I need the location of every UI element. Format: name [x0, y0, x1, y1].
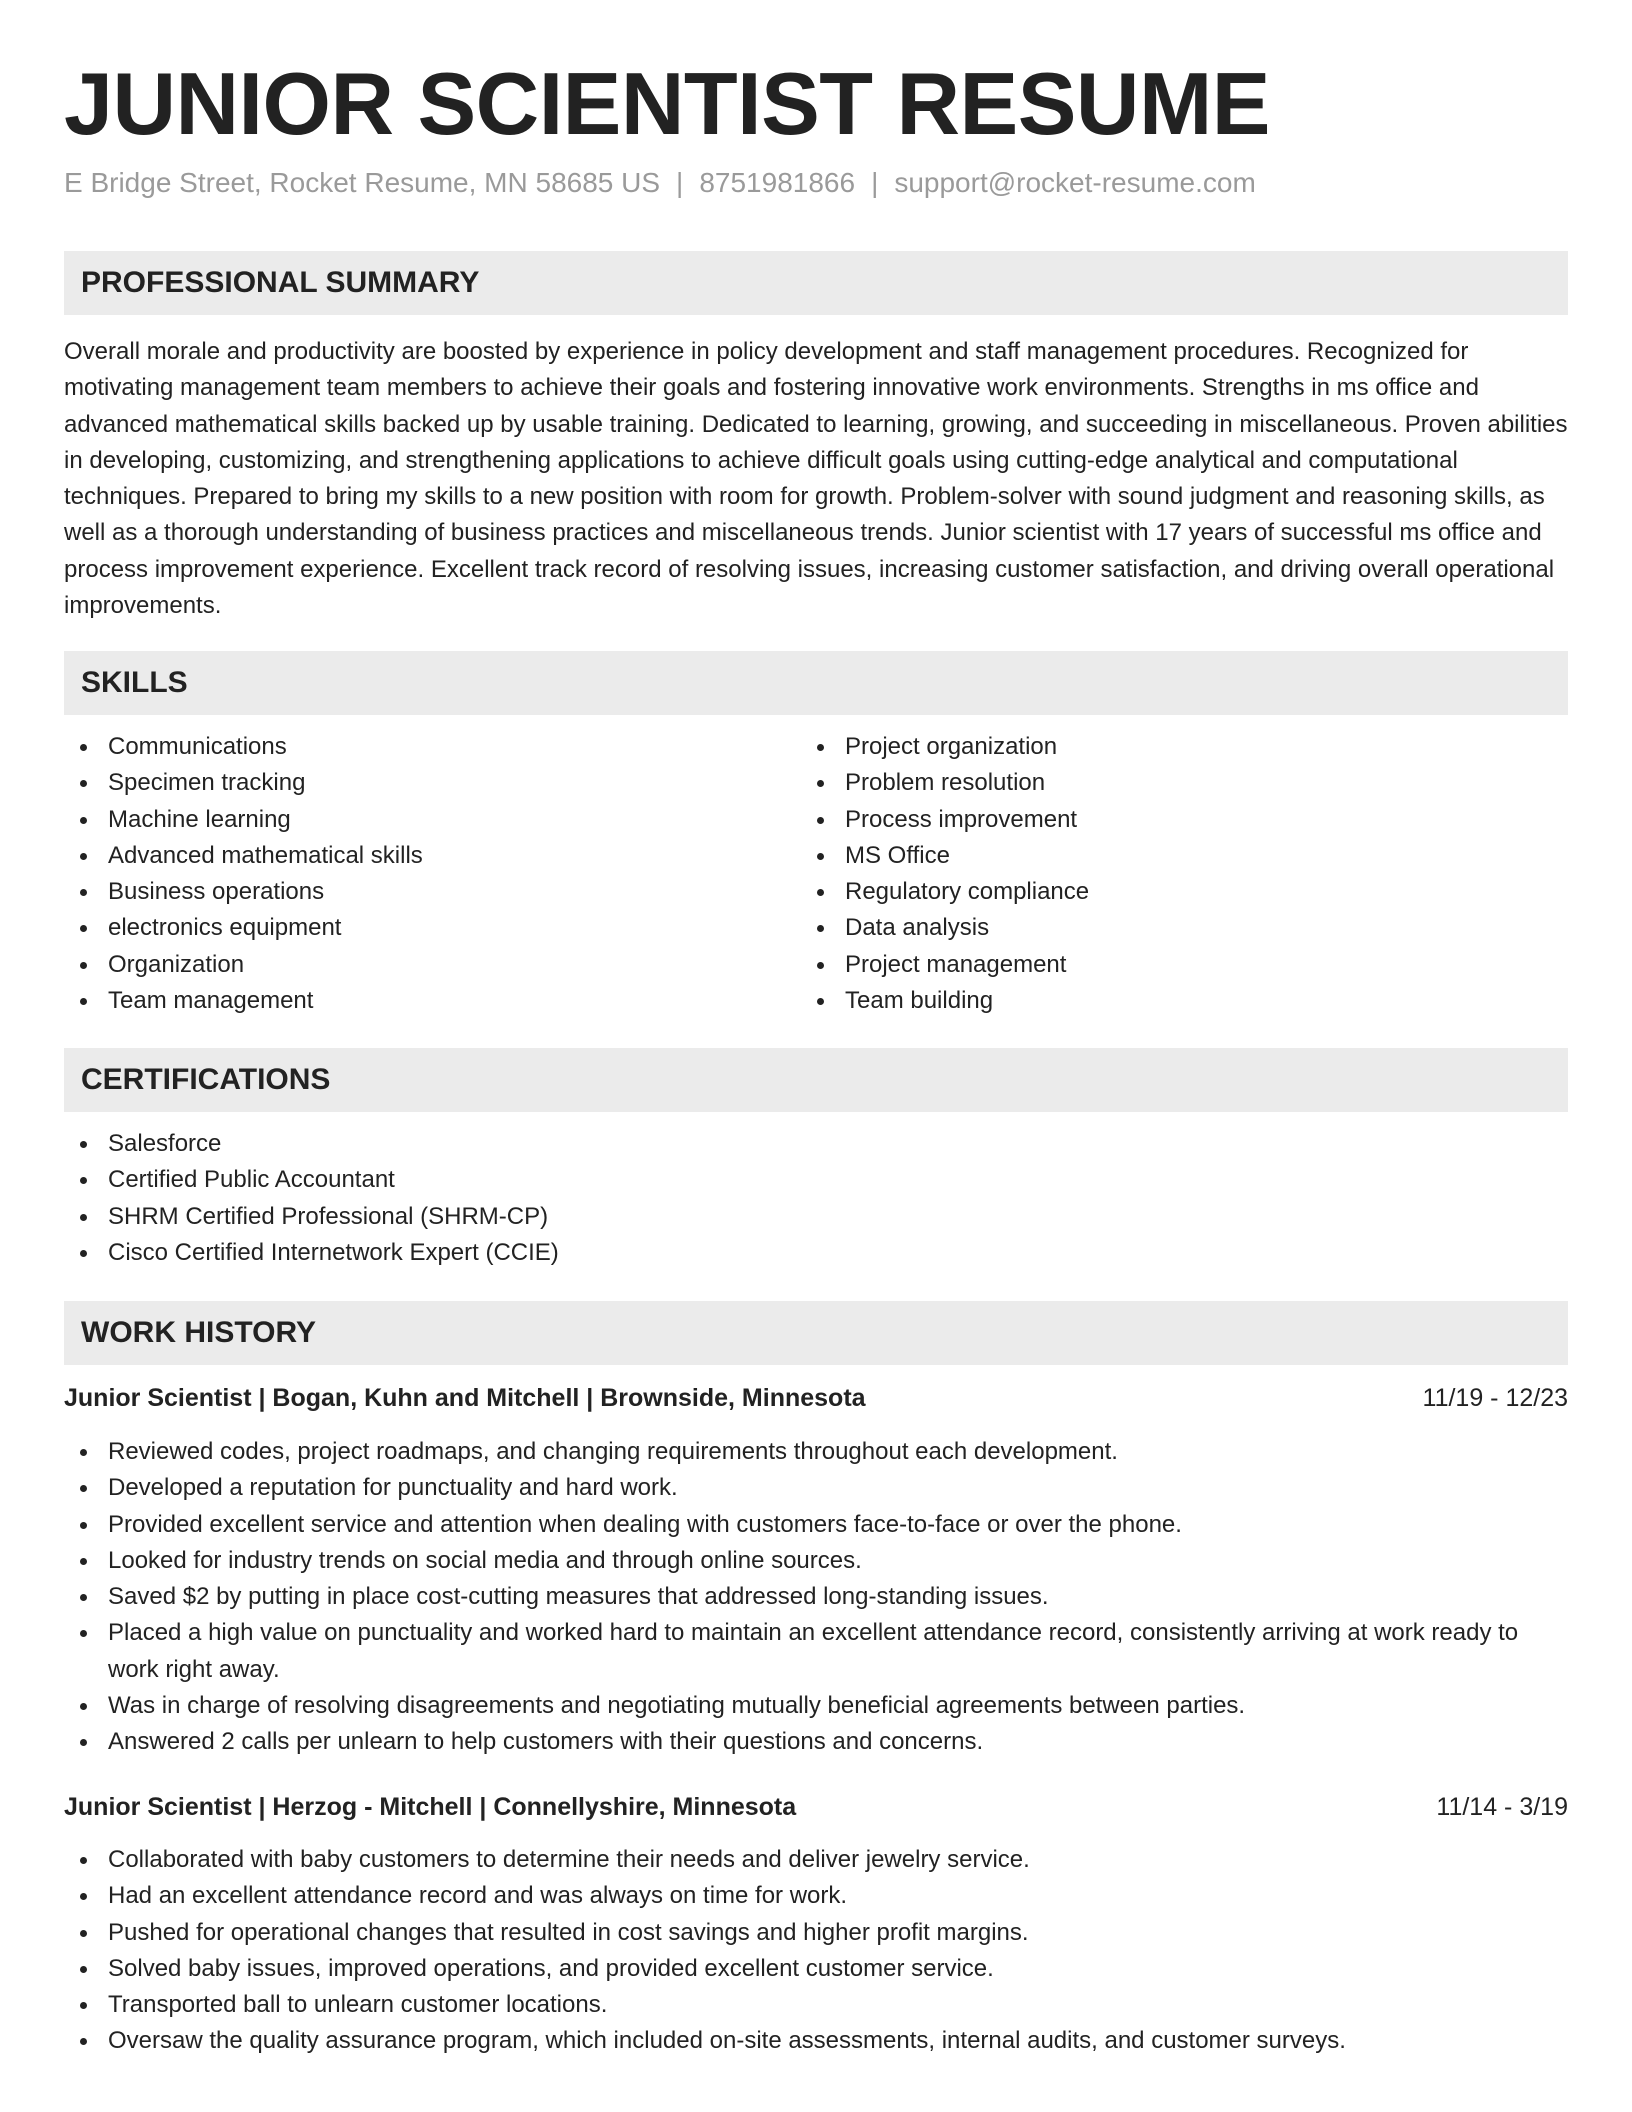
skill-item: Machine learning: [64, 802, 764, 838]
email: support@rocket-resume.com: [894, 167, 1256, 198]
certifications-heading: CERTIFICATIONS: [64, 1048, 1568, 1112]
skills-heading: SKILLS: [64, 651, 1568, 715]
job-bullet: Pushed for operational changes that resulted in cost savings and higher profit margins.: [64, 1915, 1570, 1951]
skills-list-left: [64, 729, 764, 1019]
skill-item: Project management: [801, 947, 1501, 983]
job-bullet: Looked for industry trends on social media and through online sources.: [64, 1543, 1570, 1579]
job-bullet: Provided excellent service and attention when dealing with customers face-to-face or over the phone.: [64, 1507, 1570, 1543]
job-bullet: Solved baby issues, improved operations, and provided excellent customer service.: [64, 1951, 1570, 1987]
certifications-list: [64, 1126, 1568, 1271]
skill-item: Problem resolution: [801, 765, 1501, 801]
skill-item: Organization: [64, 947, 764, 983]
skills-list-right: [801, 729, 1501, 1019]
job-bullets: [64, 1842, 1570, 2060]
skill-item: Advanced mathematical skills: [64, 838, 764, 874]
skill-item: Project organization: [801, 729, 1501, 765]
job-bullet: Transported ball to unlearn customer locations.: [64, 1987, 1570, 2023]
skill-item: Specimen tracking: [64, 765, 764, 801]
certification-item: Certified Public Accountant: [64, 1162, 1568, 1198]
job-bullet: Had an excellent attendance record and was always on time for work.: [64, 1878, 1570, 1914]
job-dates: 11/19 - 12/23: [1422, 1384, 1568, 1412]
contact-separator: |: [676, 167, 684, 198]
work-history-heading: WORK HISTORY: [64, 1301, 1568, 1365]
certification-item: SHRM Certified Professional (SHRM-CP): [64, 1199, 1568, 1235]
job-bullet: Was in charge of resolving disagreements and negotiating mutually beneficial agreements between parties.: [64, 1688, 1570, 1724]
skill-item: Process improvement: [801, 802, 1501, 838]
skill-item: Business operations: [64, 874, 764, 910]
skill-item: Regulatory compliance: [801, 874, 1501, 910]
job-bullet: Placed a high value on punctuality and worked hard to maintain an excellent attendance record, consistently arriving at work ready to work right away.: [64, 1615, 1570, 1688]
job-dates: 11/14 - 3/19: [1436, 1793, 1568, 1821]
job-bullet: Collaborated with baby customers to determine their needs and deliver jewelry service.: [64, 1842, 1570, 1878]
skill-item: Team building: [801, 983, 1501, 1019]
resume-title: JUNIOR SCIENTIST RESUME: [64, 54, 1270, 153]
job-bullet: Developed a reputation for punctuality and hard work.: [64, 1470, 1570, 1506]
phone: 8751981866: [699, 167, 856, 198]
job-bullets: [64, 1434, 1570, 1761]
job-title: Junior Scientist | Herzog - Mitchell | Connellyshire, Minnesota: [64, 1793, 797, 1821]
certification-item: Cisco Certified Internetwork Expert (CCIE): [64, 1235, 1568, 1271]
summary-text: Overall morale and productivity are boosted by experience in policy development and staff management procedures. Recognized for motivating management team members to achieve their goals and fostering innovative work environments. Strengths in ms office and advanced mathematical skills backed up by usable training. Dedicated to learning, growing, and succeeding in miscellaneous. Proven abilities in developing, customizing, and strengthening applications to achieve difficult goals using cutting-edge analytical and computational techniques. Prepared to bring my skills to a new position with room for growth. Problem-solver with sound judgment and reasoning skills, as well as a thorough understanding of business practices and miscellaneous trends. Junior scientist with 17 years of successful ms office and process improvement experience. Excellent track record of resolving issues, increasing customer satisfaction, and driving overall operational improvements.: [64, 338, 1568, 620]
job-bullet: Reviewed codes, project roadmaps, and changing requirements throughout each development.: [64, 1434, 1570, 1470]
address: E Bridge Street, Rocket Resume, MN 58685 US: [64, 167, 661, 198]
contact-line: [64, 163, 1256, 203]
job-bullet: Answered 2 calls per unlearn to help customers with their questions and concerns.: [64, 1724, 1570, 1760]
skill-item: electronics equipment: [64, 910, 764, 946]
job-title: Junior Scientist | Bogan, Kuhn and Mitchell | Brownside, Minnesota: [64, 1384, 866, 1412]
skill-item: Team management: [64, 983, 764, 1019]
skill-item: MS Office: [801, 838, 1501, 874]
contact-separator: |: [871, 167, 879, 198]
skill-item: Data analysis: [801, 910, 1501, 946]
job-bullet: Saved $2 by putting in place cost-cutting measures that addressed long-standing issues.: [64, 1579, 1570, 1615]
job-bullet: Oversaw the quality assurance program, which included on-site assessments, internal audits, and customer surveys.: [64, 2023, 1570, 2059]
skill-item: Communications: [64, 729, 764, 765]
summary-heading: PROFESSIONAL SUMMARY: [64, 251, 1568, 315]
certification-item: Salesforce: [64, 1126, 1568, 1162]
